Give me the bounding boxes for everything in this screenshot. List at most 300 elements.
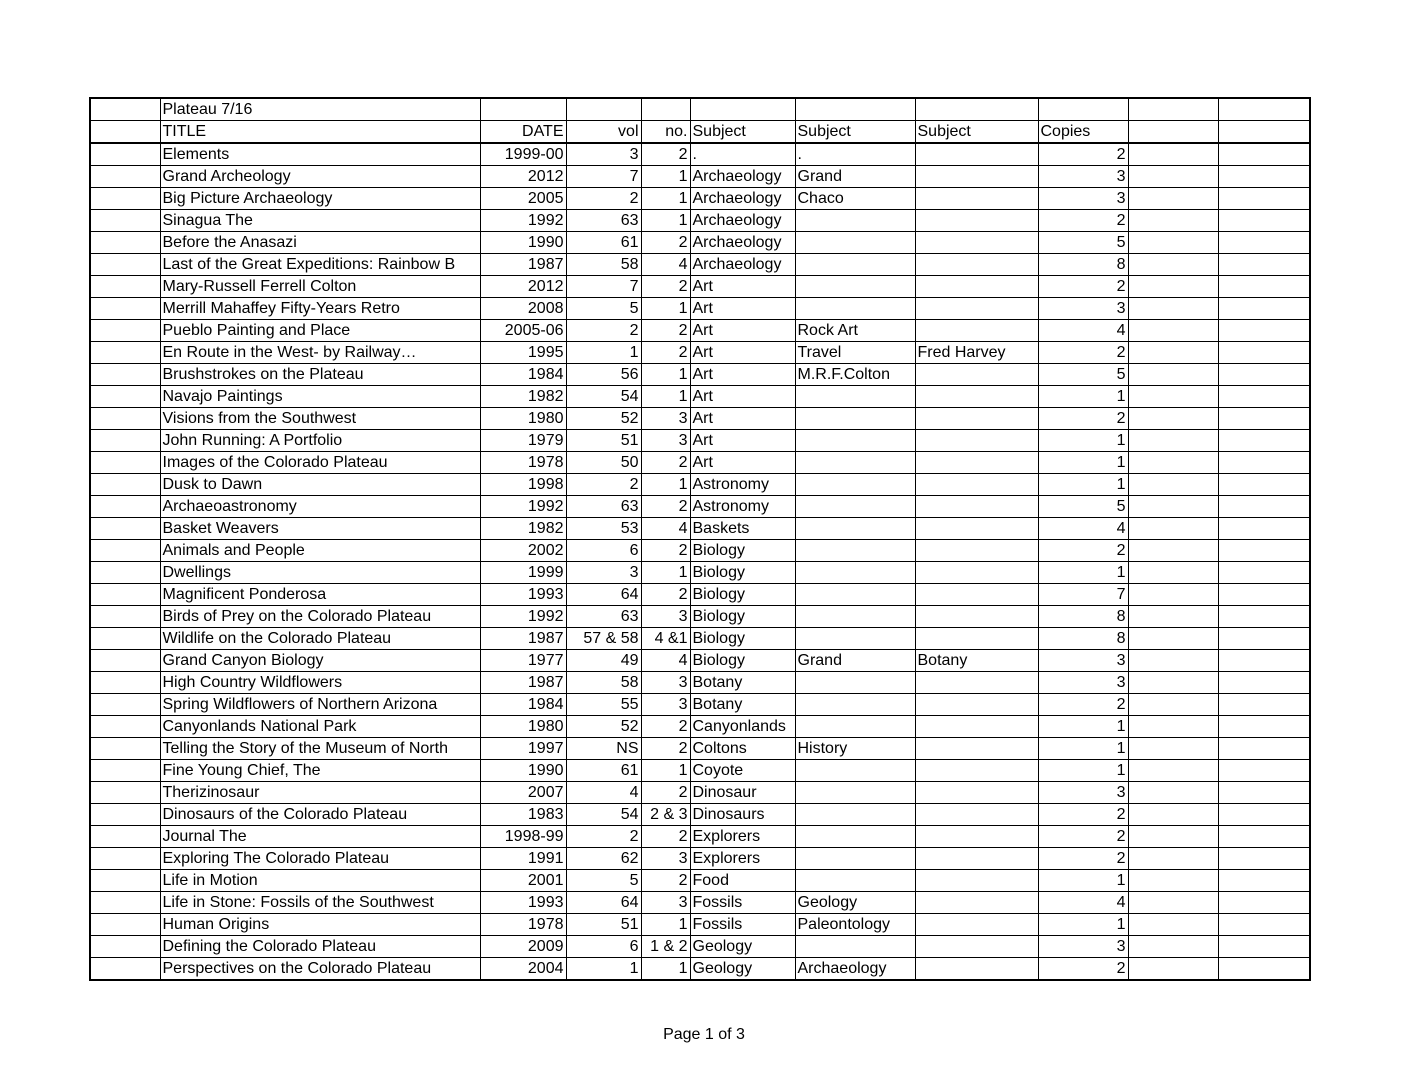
cell-vol[interactable]: 4 — [566, 782, 641, 804]
cell-no[interactable]: 4 — [641, 518, 690, 540]
cell-subject-1[interactable]: Botany — [690, 694, 795, 716]
cell-title[interactable]: High Country Wildflowers — [160, 672, 480, 694]
cell-subject-1[interactable]: Archaeology — [690, 254, 795, 276]
cell-date[interactable]: 1982 — [480, 518, 566, 540]
cell-empty[interactable] — [1038, 98, 1128, 121]
cell-date[interactable]: 1984 — [480, 364, 566, 386]
cell-title[interactable]: Grand Archeology — [160, 166, 480, 188]
cell-subject-3[interactable] — [915, 254, 1038, 276]
cell-no[interactable]: 3 — [641, 672, 690, 694]
cell-no[interactable]: 2 — [641, 738, 690, 760]
cell-empty[interactable] — [1218, 892, 1310, 914]
cell-no[interactable]: 3 — [641, 848, 690, 870]
cell-subject-2[interactable] — [795, 936, 915, 958]
cell-subject-2[interactable] — [795, 232, 915, 254]
cell-copies[interactable]: 3 — [1038, 166, 1128, 188]
cell-title[interactable]: Mary-Russell Ferrell Colton — [160, 276, 480, 298]
cell-title[interactable]: Basket Weavers — [160, 518, 480, 540]
cell-empty[interactable] — [90, 320, 160, 342]
cell-empty[interactable] — [1218, 804, 1310, 826]
cell-date[interactable]: 1980 — [480, 716, 566, 738]
cell-copies[interactable]: 1 — [1038, 738, 1128, 760]
cell-no[interactable]: 2 — [641, 584, 690, 606]
cell-empty[interactable] — [90, 628, 160, 650]
cell-subject-2[interactable]: History — [795, 738, 915, 760]
cell-copies[interactable]: 5 — [1038, 496, 1128, 518]
cell-empty[interactable] — [90, 298, 160, 320]
cell-vol[interactable]: 5 — [566, 870, 641, 892]
cell-title[interactable]: Elements — [160, 143, 480, 166]
cell-subject-1[interactable]: Biology — [690, 628, 795, 650]
cell-empty[interactable] — [1128, 430, 1218, 452]
cell-copies[interactable]: 1 — [1038, 452, 1128, 474]
cell-empty[interactable] — [90, 848, 160, 870]
cell-subject-2[interactable]: Archaeology — [795, 958, 915, 981]
cell-copies[interactable]: 3 — [1038, 650, 1128, 672]
cell-subject-1[interactable]: Archaeology — [690, 210, 795, 232]
cell-title[interactable]: Archaeoastronomy — [160, 496, 480, 518]
cell-subject-2[interactable]: Travel — [795, 342, 915, 364]
cell-subject-3[interactable] — [915, 452, 1038, 474]
cell-subject-2[interactable] — [795, 870, 915, 892]
cell-date[interactable]: 1998 — [480, 474, 566, 496]
cell-vol[interactable]: 62 — [566, 848, 641, 870]
cell-copies[interactable]: 2 — [1038, 276, 1128, 298]
cell-empty[interactable] — [1218, 320, 1310, 342]
cell-subject-1[interactable]: Art — [690, 452, 795, 474]
cell-no[interactable]: 2 — [641, 276, 690, 298]
cell-empty[interactable] — [90, 826, 160, 848]
cell-copies[interactable]: 1 — [1038, 474, 1128, 496]
cell-empty[interactable] — [1128, 166, 1218, 188]
cell-empty[interactable] — [1128, 254, 1218, 276]
cell-empty[interactable] — [90, 188, 160, 210]
cell-empty[interactable] — [480, 98, 566, 121]
cell-date[interactable]: 1992 — [480, 210, 566, 232]
cell-subject-1[interactable]: Biology — [690, 584, 795, 606]
cell-subject-1[interactable]: Astronomy — [690, 496, 795, 518]
cell-date[interactable]: 1979 — [480, 430, 566, 452]
cell-copies[interactable]: 2 — [1038, 804, 1128, 826]
cell-empty[interactable] — [1128, 826, 1218, 848]
cell-no[interactable]: 2 — [641, 452, 690, 474]
cell-subject-1[interactable]: Biology — [690, 606, 795, 628]
cell-date[interactable]: 2009 — [480, 936, 566, 958]
cell-title[interactable]: Grand Canyon Biology — [160, 650, 480, 672]
cell-copies[interactable]: 2 — [1038, 826, 1128, 848]
cell-subject-1[interactable]: Coyote — [690, 760, 795, 782]
cell-empty[interactable] — [1128, 892, 1218, 914]
cell-no[interactable]: 2 — [641, 342, 690, 364]
cell-vol[interactable]: 58 — [566, 254, 641, 276]
cell-title[interactable]: Perspectives on the Colorado Plateau — [160, 958, 480, 981]
cell-copies[interactable]: 8 — [1038, 606, 1128, 628]
cell-empty[interactable] — [90, 562, 160, 584]
cell-empty[interactable] — [90, 232, 160, 254]
cell-copies[interactable]: 4 — [1038, 320, 1128, 342]
cell-empty[interactable] — [1128, 342, 1218, 364]
cell-copies[interactable]: 2 — [1038, 210, 1128, 232]
cell-vol[interactable]: 64 — [566, 584, 641, 606]
cell-title[interactable]: Telling the Story of the Museum of North — [160, 738, 480, 760]
cell-empty[interactable] — [1218, 188, 1310, 210]
cell-empty[interactable] — [1128, 606, 1218, 628]
cell-empty[interactable] — [90, 430, 160, 452]
cell-empty[interactable] — [90, 540, 160, 562]
cell-subject-2[interactable] — [795, 804, 915, 826]
cell-copies[interactable]: 2 — [1038, 342, 1128, 364]
cell-copies[interactable]: 1 — [1038, 914, 1128, 936]
cell-empty[interactable] — [90, 364, 160, 386]
cell-vol[interactable]: 2 — [566, 474, 641, 496]
cell-no[interactable]: 1 — [641, 760, 690, 782]
header-title[interactable]: TITLE — [160, 121, 480, 144]
cell-title[interactable]: Dwellings — [160, 562, 480, 584]
cell-empty[interactable] — [1218, 166, 1310, 188]
cell-subject-3[interactable] — [915, 716, 1038, 738]
cell-empty[interactable] — [90, 606, 160, 628]
cell-no[interactable]: 1 — [641, 298, 690, 320]
cell-vol[interactable]: 51 — [566, 430, 641, 452]
cell-empty[interactable] — [90, 518, 160, 540]
cell-subject-1[interactable]: Biology — [690, 650, 795, 672]
cell-empty[interactable] — [1128, 848, 1218, 870]
cell-copies[interactable]: 1 — [1038, 870, 1128, 892]
cell-title[interactable]: Birds of Prey on the Colorado Plateau — [160, 606, 480, 628]
cell-empty[interactable] — [1218, 738, 1310, 760]
cell-empty[interactable] — [1128, 562, 1218, 584]
cell-subject-1[interactable]: Archaeology — [690, 166, 795, 188]
cell-date[interactable]: 1993 — [480, 892, 566, 914]
cell-subject-3[interactable] — [915, 408, 1038, 430]
cell-date[interactable]: 2007 — [480, 782, 566, 804]
cell-empty[interactable] — [90, 408, 160, 430]
cell-title[interactable]: Before the Anasazi — [160, 232, 480, 254]
cell-empty[interactable] — [1128, 672, 1218, 694]
cell-title[interactable]: Big Picture Archaeology — [160, 188, 480, 210]
cell-empty[interactable] — [90, 804, 160, 826]
cell-subject-1[interactable]: Geology — [690, 958, 795, 981]
cell-title[interactable]: Sinagua The — [160, 210, 480, 232]
cell-vol[interactable]: 63 — [566, 496, 641, 518]
cell-title[interactable]: Human Origins — [160, 914, 480, 936]
cell-subject-3[interactable] — [915, 386, 1038, 408]
cell-vol[interactable]: 58 — [566, 672, 641, 694]
cell-empty[interactable] — [90, 738, 160, 760]
cell-empty[interactable] — [90, 760, 160, 782]
cell-empty[interactable] — [1128, 584, 1218, 606]
cell-title[interactable]: Pueblo Painting and Place — [160, 320, 480, 342]
cell-subject-3[interactable] — [915, 760, 1038, 782]
cell-empty[interactable] — [1218, 716, 1310, 738]
cell-copies[interactable]: 8 — [1038, 628, 1128, 650]
cell-empty[interactable] — [915, 98, 1038, 121]
cell-date[interactable]: 1992 — [480, 496, 566, 518]
cell-no[interactable]: 4 — [641, 254, 690, 276]
cell-empty[interactable] — [1128, 276, 1218, 298]
cell-subject-2[interactable] — [795, 584, 915, 606]
cell-vol[interactable]: 54 — [566, 804, 641, 826]
cell-subject-3[interactable] — [915, 584, 1038, 606]
cell-title[interactable]: Fine Young Chief, The — [160, 760, 480, 782]
cell-empty[interactable] — [1128, 121, 1218, 144]
cell-subject-1[interactable]: Dinosaurs — [690, 804, 795, 826]
cell-title[interactable]: John Running: A Portfolio — [160, 430, 480, 452]
cell-copies[interactable]: 2 — [1038, 694, 1128, 716]
cell-empty[interactable] — [90, 716, 160, 738]
cell-title[interactable]: Journal The — [160, 826, 480, 848]
cell-subject-2[interactable] — [795, 782, 915, 804]
cell-empty[interactable] — [1128, 870, 1218, 892]
cell-title[interactable]: Navajo Paintings — [160, 386, 480, 408]
cell-vol[interactable]: 53 — [566, 518, 641, 540]
cell-vol[interactable]: 61 — [566, 760, 641, 782]
cell-date[interactable]: 1978 — [480, 914, 566, 936]
cell-title[interactable]: Dinosaurs of the Colorado Plateau — [160, 804, 480, 826]
cell-subject-1[interactable]: Art — [690, 364, 795, 386]
cell-date[interactable]: 2008 — [480, 298, 566, 320]
cell-empty[interactable] — [1218, 848, 1310, 870]
cell-copies[interactable]: 2 — [1038, 408, 1128, 430]
cell-date[interactable]: 1983 — [480, 804, 566, 826]
cell-subject-2[interactable] — [795, 716, 915, 738]
cell-copies[interactable]: 4 — [1038, 518, 1128, 540]
cell-empty[interactable] — [90, 584, 160, 606]
cell-empty[interactable] — [1218, 254, 1310, 276]
cell-no[interactable]: 2 — [641, 826, 690, 848]
cell-empty[interactable] — [1218, 408, 1310, 430]
cell-title[interactable]: En Route in the West- by Railway… — [160, 342, 480, 364]
cell-empty[interactable] — [1218, 474, 1310, 496]
cell-subject-2[interactable] — [795, 672, 915, 694]
cell-subject-3[interactable] — [915, 210, 1038, 232]
cell-empty[interactable] — [1128, 738, 1218, 760]
cell-empty[interactable] — [1128, 188, 1218, 210]
cell-empty[interactable] — [1218, 826, 1310, 848]
cell-no[interactable]: 3 — [641, 892, 690, 914]
cell-title[interactable]: Life in Motion — [160, 870, 480, 892]
cell-empty[interactable] — [1128, 804, 1218, 826]
cell-subject-2[interactable] — [795, 276, 915, 298]
cell-empty[interactable] — [1128, 782, 1218, 804]
cell-subject-2[interactable]: Geology — [795, 892, 915, 914]
cell-subject-1[interactable]: Explorers — [690, 848, 795, 870]
cell-no[interactable]: 4 &1 — [641, 628, 690, 650]
header-vol[interactable]: vol — [566, 121, 641, 144]
cell-subject-1[interactable]: . — [690, 143, 795, 166]
cell-empty[interactable] — [90, 342, 160, 364]
cell-no[interactable]: 2 — [641, 232, 690, 254]
cell-vol[interactable]: 57 & 58 — [566, 628, 641, 650]
cell-empty[interactable] — [90, 474, 160, 496]
cell-subject-2[interactable] — [795, 540, 915, 562]
cell-empty[interactable] — [1218, 562, 1310, 584]
cell-subject-2[interactable] — [795, 496, 915, 518]
cell-subject-3[interactable] — [915, 518, 1038, 540]
cell-subject-2[interactable] — [795, 518, 915, 540]
cell-date[interactable]: 1995 — [480, 342, 566, 364]
cell-empty[interactable] — [690, 98, 795, 121]
cell-empty[interactable] — [1218, 936, 1310, 958]
cell-subject-3[interactable] — [915, 606, 1038, 628]
cell-subject-3[interactable] — [915, 958, 1038, 981]
cell-title[interactable]: Merrill Mahaffey Fifty-Years Retro — [160, 298, 480, 320]
cell-empty[interactable] — [1128, 143, 1218, 166]
cell-subject-2[interactable] — [795, 254, 915, 276]
cell-copies[interactable]: 7 — [1038, 584, 1128, 606]
cell-empty[interactable] — [1218, 342, 1310, 364]
cell-vol[interactable]: 1 — [566, 342, 641, 364]
cell-vol[interactable]: 52 — [566, 716, 641, 738]
cell-subject-3[interactable] — [915, 276, 1038, 298]
cell-subject-1[interactable]: Fossils — [690, 914, 795, 936]
cell-subject-3[interactable] — [915, 364, 1038, 386]
cell-title[interactable]: Defining the Colorado Plateau — [160, 936, 480, 958]
cell-no[interactable]: 1 & 2 — [641, 936, 690, 958]
cell-vol[interactable]: 2 — [566, 826, 641, 848]
cell-date[interactable]: 1992 — [480, 606, 566, 628]
cell-title[interactable]: Therizinosaur — [160, 782, 480, 804]
cell-empty[interactable] — [90, 121, 160, 144]
cell-copies[interactable]: 1 — [1038, 716, 1128, 738]
cell-empty[interactable] — [1128, 320, 1218, 342]
cell-date[interactable]: 1999 — [480, 562, 566, 584]
cell-subject-3[interactable] — [915, 892, 1038, 914]
cell-vol[interactable]: 56 — [566, 364, 641, 386]
cell-subject-2[interactable] — [795, 430, 915, 452]
cell-empty[interactable] — [90, 276, 160, 298]
cell-subject-3[interactable] — [915, 232, 1038, 254]
cell-no[interactable]: 3 — [641, 408, 690, 430]
cell-date[interactable]: 2005 — [480, 188, 566, 210]
cell-vol[interactable]: 7 — [566, 276, 641, 298]
cell-vol[interactable]: 63 — [566, 210, 641, 232]
cell-subject-3[interactable] — [915, 848, 1038, 870]
cell-no[interactable]: 2 — [641, 143, 690, 166]
cell-empty[interactable] — [90, 210, 160, 232]
cell-empty[interactable] — [1218, 143, 1310, 166]
cell-date[interactable]: 2012 — [480, 276, 566, 298]
cell-subject-2[interactable] — [795, 694, 915, 716]
cell-copies[interactable]: 1 — [1038, 760, 1128, 782]
cell-date[interactable]: 1997 — [480, 738, 566, 760]
cell-copies[interactable]: 3 — [1038, 672, 1128, 694]
cell-title[interactable]: Spring Wildflowers of Northern Arizona — [160, 694, 480, 716]
cell-no[interactable]: 2 & 3 — [641, 804, 690, 826]
cell-subject-3[interactable] — [915, 804, 1038, 826]
sheet-title[interactable]: Plateau 7/16 — [160, 98, 480, 121]
cell-empty[interactable] — [1218, 98, 1310, 121]
cell-title[interactable]: Magnificent Ponderosa — [160, 584, 480, 606]
cell-empty[interactable] — [90, 958, 160, 981]
cell-title[interactable]: Last of the Great Expeditions: Rainbow B — [160, 254, 480, 276]
cell-empty[interactable] — [1128, 650, 1218, 672]
cell-date[interactable]: 1977 — [480, 650, 566, 672]
cell-empty[interactable] — [90, 782, 160, 804]
cell-empty[interactable] — [1128, 958, 1218, 981]
cell-date[interactable]: 1990 — [480, 760, 566, 782]
cell-empty[interactable] — [1218, 606, 1310, 628]
cell-no[interactable]: 1 — [641, 914, 690, 936]
cell-no[interactable]: 2 — [641, 540, 690, 562]
cell-subject-2[interactable] — [795, 452, 915, 474]
cell-empty[interactable] — [1128, 518, 1218, 540]
cell-copies[interactable]: 5 — [1038, 364, 1128, 386]
cell-vol[interactable]: 52 — [566, 408, 641, 430]
cell-empty[interactable] — [641, 98, 690, 121]
cell-subject-1[interactable]: Explorers — [690, 826, 795, 848]
cell-empty[interactable] — [1218, 540, 1310, 562]
cell-empty[interactable] — [90, 892, 160, 914]
cell-subject-2[interactable] — [795, 606, 915, 628]
cell-empty[interactable] — [1218, 210, 1310, 232]
cell-vol[interactable]: 63 — [566, 606, 641, 628]
cell-no[interactable]: 3 — [641, 694, 690, 716]
cell-title[interactable]: Life in Stone: Fossils of the Southwest — [160, 892, 480, 914]
cell-empty[interactable] — [90, 386, 160, 408]
cell-subject-2[interactable]: Chaco — [795, 188, 915, 210]
cell-empty[interactable] — [1218, 276, 1310, 298]
cell-subject-2[interactable] — [795, 826, 915, 848]
cell-no[interactable]: 1 — [641, 474, 690, 496]
cell-subject-3[interactable] — [915, 914, 1038, 936]
cell-date[interactable]: 1987 — [480, 628, 566, 650]
cell-empty[interactable] — [1128, 540, 1218, 562]
cell-subject-1[interactable]: Canyonlands — [690, 716, 795, 738]
cell-no[interactable]: 4 — [641, 650, 690, 672]
cell-copies[interactable]: 3 — [1038, 782, 1128, 804]
cell-subject-3[interactable] — [915, 298, 1038, 320]
cell-subject-1[interactable]: Geology — [690, 936, 795, 958]
cell-empty[interactable] — [90, 254, 160, 276]
header-subject-2[interactable]: Subject — [795, 121, 915, 144]
cell-title[interactable]: Images of the Colorado Plateau — [160, 452, 480, 474]
cell-subject-1[interactable]: Baskets — [690, 518, 795, 540]
cell-subject-1[interactable]: Biology — [690, 540, 795, 562]
cell-date[interactable]: 1978 — [480, 452, 566, 474]
cell-no[interactable]: 2 — [641, 870, 690, 892]
cell-vol[interactable]: 1 — [566, 958, 641, 981]
cell-empty[interactable] — [90, 452, 160, 474]
cell-empty[interactable] — [90, 914, 160, 936]
cell-empty[interactable] — [90, 143, 160, 166]
cell-empty[interactable] — [1128, 628, 1218, 650]
cell-subject-3[interactable] — [915, 166, 1038, 188]
cell-empty[interactable] — [1218, 958, 1310, 981]
cell-subject-2[interactable] — [795, 562, 915, 584]
cell-empty[interactable] — [1218, 672, 1310, 694]
cell-date[interactable]: 1980 — [480, 408, 566, 430]
cell-date[interactable]: 2004 — [480, 958, 566, 981]
cell-subject-3[interactable] — [915, 782, 1038, 804]
cell-subject-1[interactable]: Art — [690, 386, 795, 408]
cell-subject-1[interactable]: Art — [690, 342, 795, 364]
cell-vol[interactable]: 6 — [566, 936, 641, 958]
cell-copies[interactable]: 1 — [1038, 562, 1128, 584]
cell-title[interactable]: Exploring The Colorado Plateau — [160, 848, 480, 870]
cell-subject-3[interactable] — [915, 870, 1038, 892]
cell-empty[interactable] — [1218, 584, 1310, 606]
cell-subject-1[interactable]: Food — [690, 870, 795, 892]
cell-subject-2[interactable] — [795, 210, 915, 232]
cell-vol[interactable]: NS — [566, 738, 641, 760]
cell-subject-2[interactable]: M.R.F.Colton — [795, 364, 915, 386]
cell-empty[interactable] — [1128, 408, 1218, 430]
cell-vol[interactable]: 3 — [566, 562, 641, 584]
cell-copies[interactable]: 5 — [1038, 232, 1128, 254]
cell-date[interactable]: 2005-06 — [480, 320, 566, 342]
cell-title[interactable]: Canyonlands National Park — [160, 716, 480, 738]
